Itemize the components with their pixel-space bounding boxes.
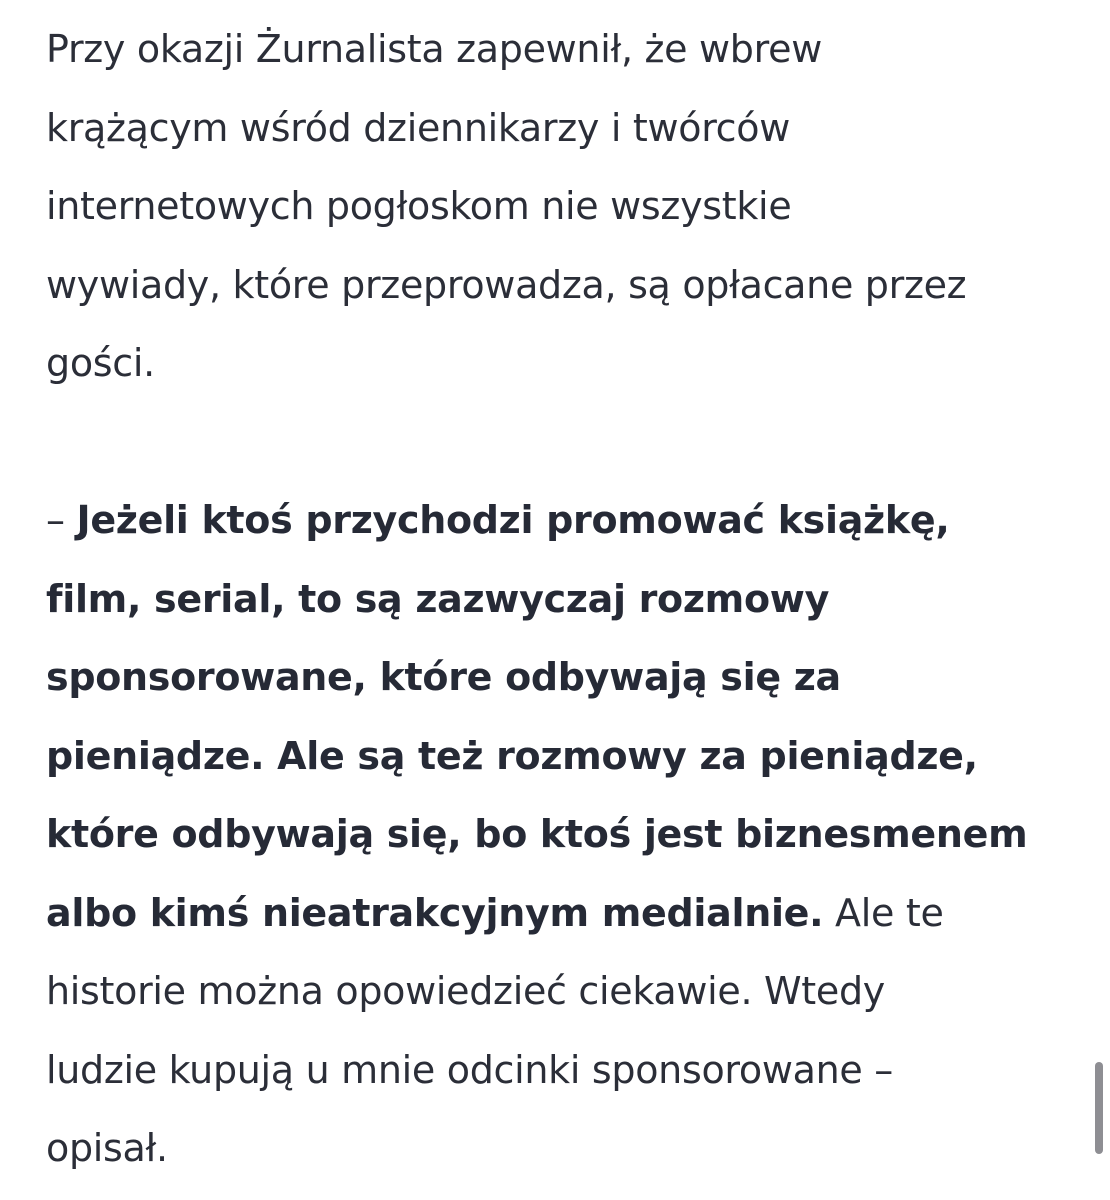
text-line: wywiady, które przeprowadza, są opłacane przez (46, 262, 967, 307)
text-line: krążącym wśród dziennikarzy i twórców (46, 105, 791, 150)
text-line: internetowych pogłoskom nie wszystkie (46, 184, 792, 228)
paragraph-1 (46, 10, 1076, 403)
article-body (46, 10, 1076, 1188)
text-line: opisał. (46, 1126, 168, 1170)
bold-text-line: sponsorowane, które odbywają się za (46, 655, 841, 699)
vertical-scrollbar[interactable] (1095, 1062, 1103, 1154)
regular-text: Ale te (823, 890, 944, 935)
paragraph-spacer (46, 403, 1076, 482)
mixed-text-line (46, 874, 1076, 953)
text-line: historie można opowiedzieć ciekawie. Wtedy (46, 969, 885, 1013)
quote-line-1 (46, 481, 1076, 560)
quote-dash: – (46, 498, 77, 542)
text-line: ludzie kupują u mnie odcinki sponsorowane – (46, 1047, 893, 1092)
bold-text: Jeżeli ktoś przychodzi promować książkę, (76, 498, 950, 542)
bold-text: albo kimś nieatrakcyjnym medialnie. (46, 890, 824, 935)
paragraph-2-quote (46, 481, 1076, 1188)
bold-text-line: film, serial, to są zazwyczaj rozmowy (46, 576, 830, 621)
bold-text-line: które odbywają się, bo ktoś jest biznesmenem (46, 812, 1028, 856)
text-line: gości. (46, 341, 155, 385)
bold-text-line: pieniądze. Ale są też rozmowy za pieniądze, (46, 733, 978, 778)
text-line: Przy okazji Żurnalista zapewnił, że wbrew (46, 27, 822, 71)
